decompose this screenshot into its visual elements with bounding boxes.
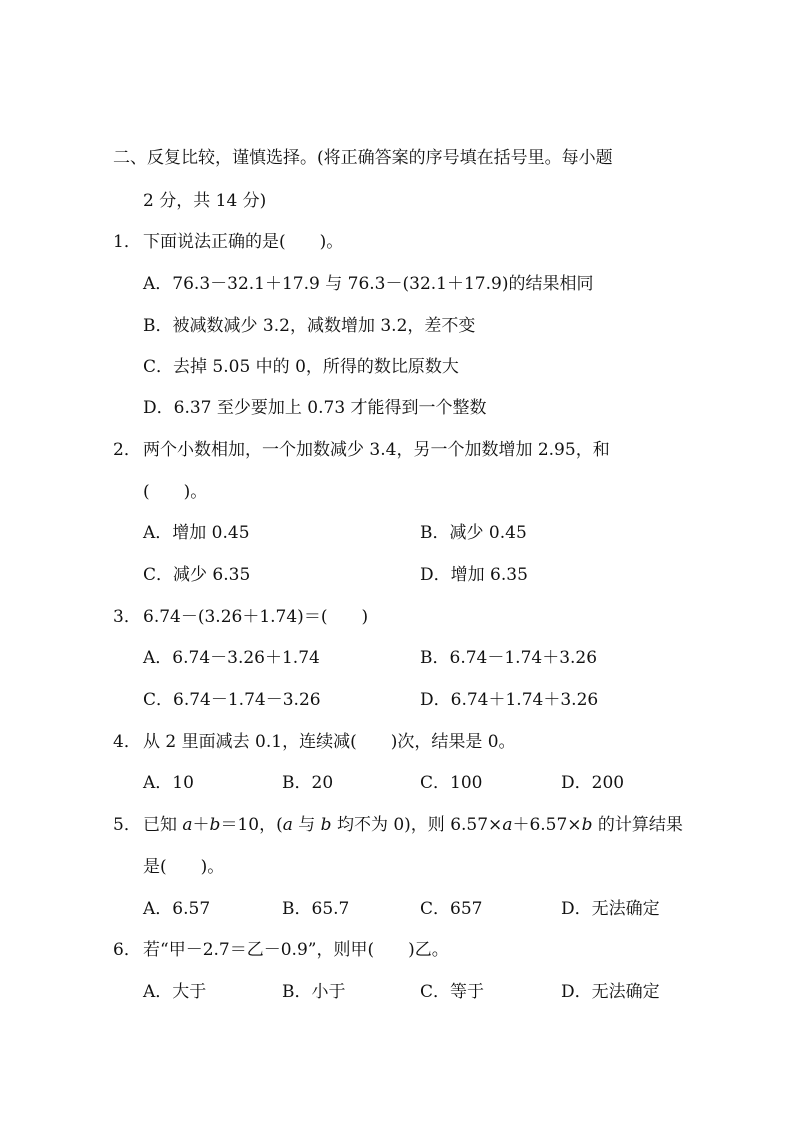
option-label: C． xyxy=(420,899,451,919)
option-text: 去掉 5.05 中的 0，所得的数比原数大 xyxy=(173,357,459,377)
option-text: 6.74－1.74－3.26 xyxy=(173,690,321,710)
option-text: 6.57 xyxy=(172,899,211,919)
option-a[interactable] xyxy=(143,772,194,794)
option-text: 被减数减少 3.2，减数增加 3.2，差不变 xyxy=(172,316,476,336)
option-label: B． xyxy=(282,899,312,919)
option-label: D． xyxy=(561,773,592,793)
option-b[interactable] xyxy=(282,898,349,920)
option-label: D． xyxy=(561,982,592,1002)
option-label: A． xyxy=(143,773,173,793)
option-label: A． xyxy=(143,899,173,919)
option-label: C． xyxy=(143,565,174,585)
option-label: C． xyxy=(143,357,174,377)
option-text: 等于 xyxy=(450,982,485,1002)
section-heading-continued: 2 分，共 14 分) xyxy=(143,191,267,211)
question-stem-continued: ( )。 xyxy=(143,482,208,502)
option-a[interactable] xyxy=(143,898,210,920)
option-d[interactable] xyxy=(561,772,624,794)
option-label: D． xyxy=(420,565,451,585)
question-stem: 若“甲－2.7＝乙－0.9”，则甲( )乙。 xyxy=(143,940,449,960)
option-text: 大于 xyxy=(172,982,207,1002)
stem-text: ＋6.57× xyxy=(512,815,582,835)
variable-a: a xyxy=(502,815,513,835)
option-label: A． xyxy=(143,274,173,294)
option-c[interactable] xyxy=(143,356,459,378)
option-label: D． xyxy=(420,690,451,710)
option-label: B． xyxy=(282,982,312,1002)
option-a[interactable] xyxy=(143,647,320,669)
option-text: 6.74－3.26＋1.74 xyxy=(172,648,320,668)
option-label: B． xyxy=(282,773,312,793)
option-a[interactable] xyxy=(143,981,206,1003)
option-text: 6.74－1.74＋3.26 xyxy=(449,648,598,668)
option-label: B． xyxy=(420,523,450,543)
option-d[interactable] xyxy=(420,564,528,586)
question-number: 6． xyxy=(113,940,141,960)
option-text: 增加 6.35 xyxy=(450,565,528,585)
question-number: 5． xyxy=(113,815,141,835)
stem-text: ＝10，( xyxy=(220,815,283,835)
option-text: 6.37 至少要加上 0.73 才能得到一个整数 xyxy=(173,398,487,418)
variable-b: b xyxy=(320,815,332,835)
option-label: A． xyxy=(143,982,173,1002)
option-text: 小于 xyxy=(311,982,346,1002)
option-label: A． xyxy=(143,648,173,668)
stem-text: 与 xyxy=(292,815,321,835)
option-text: 65.7 xyxy=(311,899,350,919)
option-d[interactable] xyxy=(420,689,598,711)
option-c[interactable] xyxy=(143,689,321,711)
option-label: B． xyxy=(420,648,450,668)
option-d[interactable] xyxy=(561,898,660,920)
option-text: 增加 0.45 xyxy=(172,523,250,543)
question-stem: 两个小数相加，一个加数减少 3.4，另一个加数增加 2.95，和 xyxy=(143,440,610,460)
option-b[interactable] xyxy=(143,315,475,337)
variable-b: b xyxy=(209,815,221,835)
option-b[interactable] xyxy=(282,981,346,1003)
question-number: 4． xyxy=(113,732,141,752)
option-label: D． xyxy=(143,398,174,418)
option-text: 无法确定 xyxy=(591,899,660,919)
option-text: 10 xyxy=(172,773,194,793)
option-text: 6.74＋1.74＋3.26 xyxy=(450,690,599,710)
stem-text: ＋ xyxy=(192,815,210,835)
option-label: B． xyxy=(143,316,173,336)
stem-text: 均不为 0)，则 6.57× xyxy=(331,815,503,835)
option-a[interactable] xyxy=(143,273,593,295)
option-c[interactable] xyxy=(143,564,250,586)
option-d[interactable] xyxy=(561,981,660,1003)
option-label: A． xyxy=(143,523,173,543)
option-label: C． xyxy=(143,690,174,710)
option-text: 76.3－32.1＋17.9 与 76.3－(32.1＋17.9)的结果相同 xyxy=(172,274,594,294)
question-stem: 6.74－(3.26＋1.74)＝( ) xyxy=(143,607,369,627)
section-heading: 二、反复比较，谨慎选择。(将正确答案的序号填在括号里。每小题 xyxy=(113,148,613,168)
option-label: C． xyxy=(420,773,451,793)
option-c[interactable] xyxy=(420,981,484,1003)
option-text: 20 xyxy=(311,773,334,793)
option-label: C． xyxy=(420,982,451,1002)
option-b[interactable] xyxy=(282,772,333,794)
option-text: 200 xyxy=(591,773,625,793)
option-b[interactable] xyxy=(420,647,597,669)
option-text: 减少 0.45 xyxy=(449,523,527,543)
variable-b: b xyxy=(581,815,593,835)
option-text: 无法确定 xyxy=(591,982,660,1002)
option-c[interactable] xyxy=(420,898,482,920)
option-c[interactable] xyxy=(420,772,482,794)
stem-text: 已知 xyxy=(143,815,183,835)
variable-a: a xyxy=(282,815,293,835)
option-label: D． xyxy=(561,899,592,919)
option-text: 100 xyxy=(450,773,483,793)
question-stem-continued: 是( )。 xyxy=(143,857,225,877)
question-stem: 从 2 里面减去 0.1，连续减( )次，结果是 0。 xyxy=(143,732,516,752)
option-d[interactable] xyxy=(143,397,487,419)
question-number: 3． xyxy=(113,607,141,627)
question-stem xyxy=(143,814,683,836)
question-number: 1． xyxy=(113,232,141,252)
option-text: 657 xyxy=(450,899,483,919)
stem-text: 的计算结果 xyxy=(592,815,683,835)
option-b[interactable] xyxy=(420,522,527,544)
question-stem: 下面说法正确的是( )。 xyxy=(143,232,344,252)
variable-a: a xyxy=(182,815,193,835)
option-a[interactable] xyxy=(143,522,250,544)
question-number: 2． xyxy=(113,440,141,460)
option-text: 减少 6.35 xyxy=(173,565,251,585)
